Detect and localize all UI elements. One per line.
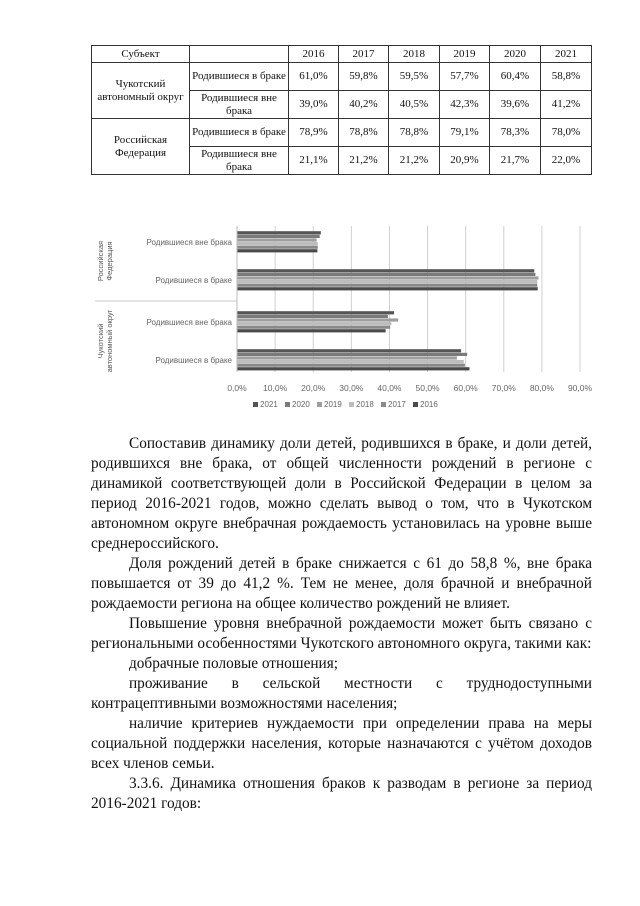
birth-share-chart <box>93 222 598 418</box>
bar <box>237 246 318 249</box>
legend-swatch <box>317 402 322 407</box>
value-cell: 59,8% <box>339 63 389 91</box>
bar <box>237 284 537 287</box>
x-tick-label: 30,0% <box>339 383 364 393</box>
category-cell: Родившиеся в браке <box>190 63 289 91</box>
value-cell: 78,8% <box>339 119 389 147</box>
subject-cell: Российская Федерация <box>92 119 190 175</box>
paragraph: Доля рождений детей в браке снижается с 61 до 58,8 %, вне брака повышается от 39 до 41,2 %. Тем не менее, доля брачной и внебрачной рождаемости региона на общее количество рождений не влияет. <box>91 555 592 612</box>
list-item: добрачные половые отношения; <box>129 655 339 672</box>
legend-swatch <box>285 402 290 407</box>
bar <box>237 367 469 370</box>
list-item: наличие критериев нуждаемости при определении права на меры социальной поддержки населения, которые назначаются с учётом доходов всех членов семьи. <box>91 715 592 772</box>
x-tick-label: 20,0% <box>301 383 326 393</box>
legend-label: 2018 <box>356 400 374 409</box>
bar <box>237 242 318 245</box>
value-cell: 61,0% <box>289 63 339 91</box>
bar <box>237 360 464 363</box>
paragraph: Сопоставив динамику доли детей, родившихся в браке, и доли детей, родившихся вне брака, от общей численности рождений в регионе с динамикой соответствующей доли в Российской Федерации в целом за период 2016-2021 годов, можно сделать вывод о том, что в Чукотском автономном округе внебрачная рождаемость установилась на уровне выше среднероссийского. <box>91 435 592 552</box>
x-tick-label: 90,0% <box>567 383 593 393</box>
category-cell: Родившиеся вне брака <box>190 91 289 119</box>
header-year: 2016 <box>289 46 339 63</box>
value-cell: 39,0% <box>289 91 339 119</box>
value-cell: 78,0% <box>541 119 592 147</box>
value-cell: 78,8% <box>389 119 440 147</box>
bar <box>237 249 317 252</box>
value-cell: 21,7% <box>490 147 541 175</box>
table-row <box>92 119 592 147</box>
bar <box>237 353 467 356</box>
statistics-table-container <box>91 45 591 175</box>
value-cell: 41,2% <box>541 91 592 119</box>
category-label: Родившиеся вне брака <box>146 238 232 247</box>
category-label: Родившиеся в браке <box>155 356 232 365</box>
bar <box>237 318 398 321</box>
value-cell: 21,2% <box>339 147 389 175</box>
bar <box>237 269 534 272</box>
list-item: проживание в сельской местности с труднодоступными контрацептивными возможностями населения; <box>91 675 592 712</box>
bar <box>237 356 457 359</box>
bar <box>237 276 538 279</box>
value-cell: 57,7% <box>440 63 490 91</box>
chart-svg <box>93 222 598 418</box>
header-subject: Субъект <box>92 46 190 63</box>
x-tick-label: 10,0% <box>263 383 288 393</box>
x-tick-label: 50,0% <box>415 383 440 393</box>
legend-label: 2020 <box>292 400 310 409</box>
value-cell: 22,0% <box>541 147 592 175</box>
header-year: 2018 <box>389 46 440 63</box>
legend-label: 2019 <box>324 400 342 409</box>
bar <box>237 238 317 241</box>
category-label: Родившиеся вне брака <box>146 318 232 327</box>
subject-cell: Чукотский автономный округ <box>92 63 190 119</box>
header-year: 2021 <box>541 46 592 63</box>
legend-swatch <box>253 402 258 407</box>
paragraph: Повышение уровня внебрачной рождаемости может быть связано с региональными особенностями Чукотского автономного округа, такими как: <box>91 615 592 652</box>
value-cell: 79,1% <box>440 119 490 147</box>
legend-label: 2021 <box>260 400 278 409</box>
section-heading: 3.3.6. Динамика отношения браков к разводам в регионе за период 2016-2021 годов: <box>91 775 592 812</box>
x-tick-label: 40,0% <box>377 383 402 393</box>
table-header-row <box>92 46 592 63</box>
value-cell: 40,5% <box>389 91 440 119</box>
body-text <box>91 434 592 814</box>
bar <box>237 322 391 325</box>
legend-label: 2017 <box>388 400 406 409</box>
x-tick-label: 60,0% <box>453 383 478 393</box>
value-cell: 60,4% <box>490 63 541 91</box>
header-year: 2017 <box>339 46 389 63</box>
header-year: 2020 <box>490 46 541 63</box>
header-category <box>190 46 289 63</box>
header-year: 2019 <box>440 46 490 63</box>
group-label: Чукотскийавтономный округ <box>96 309 114 373</box>
legend-label: 2016 <box>420 400 438 409</box>
value-cell: 78,9% <box>289 119 339 147</box>
value-cell: 58,8% <box>541 63 592 91</box>
bar <box>237 326 390 329</box>
value-cell: 20,9% <box>440 147 490 175</box>
table-row <box>92 63 592 91</box>
legend-swatch <box>381 402 386 407</box>
value-cell: 78,3% <box>490 119 541 147</box>
bar <box>237 364 465 367</box>
x-tick-label: 70,0% <box>491 383 516 393</box>
bar <box>237 329 386 332</box>
x-tick-label: 80,0% <box>529 383 554 393</box>
category-cell: Родившиеся вне брака <box>190 147 289 175</box>
bar <box>237 280 537 283</box>
bar <box>237 235 320 238</box>
value-cell: 39,6% <box>490 91 541 119</box>
bar <box>237 349 461 352</box>
category-cell: Родившиеся в браке <box>190 119 289 147</box>
bar <box>237 287 538 290</box>
bar <box>237 231 321 234</box>
value-cell: 21,2% <box>389 147 440 175</box>
bar <box>237 311 394 314</box>
value-cell: 42,3% <box>440 91 490 119</box>
birth-share-table <box>91 45 592 175</box>
legend-swatch <box>349 402 354 407</box>
value-cell: 59,5% <box>389 63 440 91</box>
group-label: РоссийскаяФедерация <box>96 240 114 282</box>
bar <box>237 315 388 318</box>
legend-swatch <box>413 402 418 407</box>
value-cell: 21,1% <box>289 147 339 175</box>
bar <box>237 273 535 276</box>
x-tick-label: 0,0% <box>227 383 247 393</box>
value-cell: 40,2% <box>339 91 389 119</box>
category-label: Родившиеся в браке <box>155 276 232 285</box>
